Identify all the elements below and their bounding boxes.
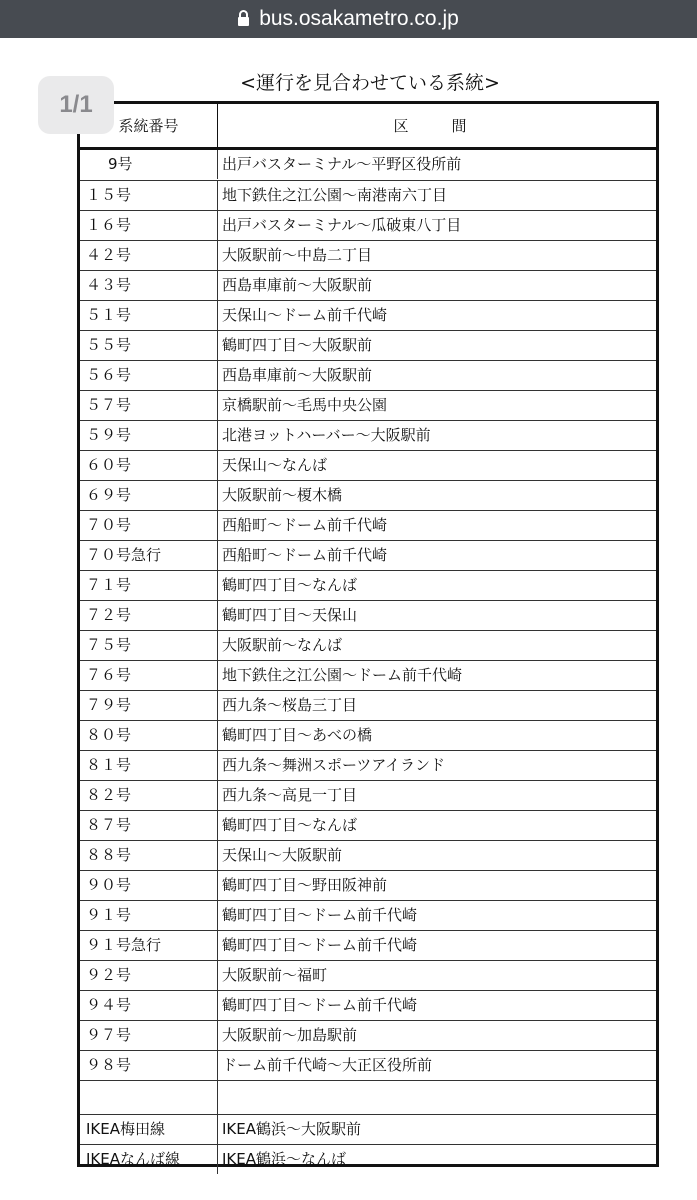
route-number-cell: ９１号急行 [80,931,218,960]
page-indicator: 1/1 [38,76,114,134]
route-section-cell: 北港ヨットハーバー～大阪駅前 [222,426,431,444]
route-section-cell: 大阪駅前～中島二丁目 [222,246,373,264]
table-row [80,1080,656,1114]
route-number-cell: ８１号 [80,751,218,780]
route-number-cell: ４３号 [80,271,218,300]
table-row [80,180,656,210]
route-number-cell [80,1081,218,1114]
table-row [80,330,656,360]
route-section-cell: 鶴町四丁目～大阪駅前 [222,336,373,354]
table-row [80,390,656,420]
route-number-cell: ９４号 [80,991,218,1020]
table-row [80,630,656,660]
route-section-cell: 地下鉄住之江公園～ドーム前千代崎 [222,666,463,684]
table-row [80,240,656,270]
route-section-cell: 鶴町四丁目～ドーム前千代崎 [222,996,418,1014]
route-section-cell: 出戸バスターミナル～平野区役所前 [222,155,462,173]
route-section-cell: 天保山～大阪駅前 [222,846,343,864]
route-number-cell: ７１号 [80,571,218,600]
address-bar[interactable] [0,0,697,38]
table-row [80,810,656,840]
route-number-cell: ４２号 [80,241,218,270]
route-section-cell: 西九条～桜島三丁目 [222,696,358,714]
route-section-cell: 西島車庫前～大阪駅前 [222,366,373,384]
document-title: <運行を見合わせている系統> [240,72,500,94]
route-number-cell: 9号 [80,150,218,179]
route-section-cell: 西九条～高見一丁目 [222,786,358,804]
route-section-cell: 京橋駅前～毛馬中央公園 [222,396,388,414]
suspended-routes-table [77,101,659,1167]
route-section-cell: 大阪駅前～なんば [222,636,343,654]
route-section-cell: 地下鉄住之江公園～南港南六丁目 [222,186,448,204]
route-section-cell: 天保山～なんば [222,456,328,474]
table-row [80,360,656,390]
route-number-cell: ７５号 [80,631,218,660]
route-number-cell: ７０号急行 [80,541,218,570]
route-number-cell: ７０号 [80,511,218,540]
route-section-cell: 鶴町四丁目～なんば [222,576,358,594]
route-number-cell: １６号 [80,211,218,240]
route-number-cell: ７６号 [80,661,218,690]
route-section-cell: 大阪駅前～福町 [222,966,328,984]
route-number-cell: ５７号 [80,391,218,420]
table-row [80,210,656,240]
route-section-cell: 鶴町四丁目～天保山 [222,606,358,624]
lock-icon [238,17,249,26]
table-row [80,450,656,480]
table-row [80,870,656,900]
route-section-cell: 西船町～ドーム前千代崎 [222,516,388,534]
route-number-cell: ９１号 [80,901,218,930]
table-row [80,960,656,990]
header-section: 区 間 [393,117,481,135]
table-row [80,900,656,930]
table-row [80,540,656,570]
route-section-cell: 西島車庫前～大阪駅前 [222,276,373,294]
route-section-cell: 鶴町四丁目～ドーム前千代崎 [222,906,418,924]
route-number-cell: ５１号 [80,301,218,330]
table-row [80,570,656,600]
table-row [80,150,656,180]
route-section-cell: IKEA鶴浜～なんば [222,1150,346,1168]
table-row [80,270,656,300]
route-section-cell: 鶴町四丁目～ドーム前千代崎 [222,936,418,954]
route-section-cell: 西九条～舞洲スポーツアイランド [222,756,446,774]
table-row [80,300,656,330]
table-row [80,690,656,720]
route-number-cell: ８０号 [80,721,218,750]
route-number-cell: ５６号 [80,361,218,390]
table-row [80,600,656,630]
route-section-cell: 鶴町四丁目～あべの橋 [222,726,373,744]
route-number-cell: ９２号 [80,961,218,990]
route-section-cell: 出戸バスターミナル～瓜破東八丁目 [222,216,462,234]
route-number-cell: ９０号 [80,871,218,900]
route-number-cell: ８８号 [80,841,218,870]
table-row [80,660,656,690]
route-number-cell: ８２号 [80,781,218,810]
table-row [80,1020,656,1050]
route-number-cell: IKEAなんば線 [80,1145,218,1174]
route-number-cell: IKEA梅田線 [80,1115,218,1144]
table-row [80,780,656,810]
route-number-cell: ５９号 [80,421,218,450]
route-number-cell: ６０号 [80,451,218,480]
table-row [80,930,656,960]
route-section-cell: 西船町～ドーム前千代崎 [222,546,388,564]
table-row [80,990,656,1020]
route-section-cell: ドーム前千代崎～大正区役所前 [222,1056,433,1074]
table-row [80,510,656,540]
route-section-cell: 大阪駅前～榎木橋 [222,486,343,504]
route-number-cell: ６９号 [80,481,218,510]
route-number-cell: ５５号 [80,331,218,360]
route-section-cell: IKEA鶴浜～大阪駅前 [222,1120,361,1138]
table-row [80,840,656,870]
route-number-cell: ９８号 [80,1051,218,1080]
table-body [80,150,656,1174]
table-row [80,1050,656,1080]
table-row [80,750,656,780]
table-header [80,104,656,150]
route-section-cell: 天保山～ドーム前千代崎 [222,306,388,324]
route-number-cell: ９７号 [80,1021,218,1050]
route-number-cell: １５号 [80,181,218,210]
table-row [80,1114,656,1144]
table-row [80,1144,656,1174]
route-section-cell: 鶴町四丁目～なんば [222,816,358,834]
table-row [80,720,656,750]
header-route-number: 系統番号 [80,104,218,147]
route-number-cell: ７９号 [80,691,218,720]
table-row [80,420,656,450]
route-section-cell: 鶴町四丁目～野田阪神前 [222,876,388,894]
url-text: bus.osakametro.co.jp [259,7,459,30]
route-number-cell: ８７号 [80,811,218,840]
route-section-cell: 大阪駅前～加島駅前 [222,1026,358,1044]
table-row [80,480,656,510]
route-number-cell: ７２号 [80,601,218,630]
